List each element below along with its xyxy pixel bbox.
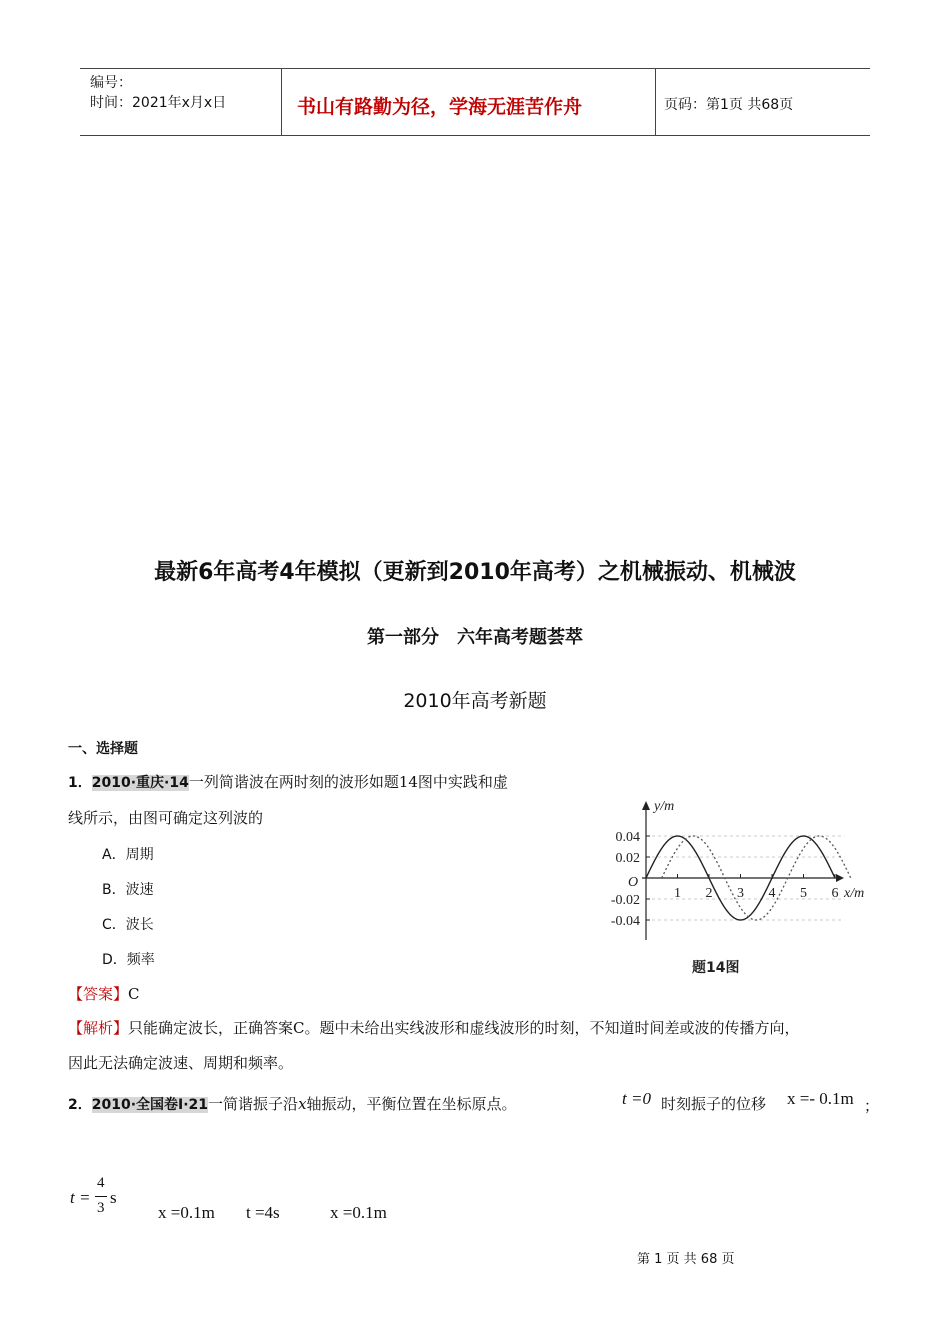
q1-option-d: D．频率: [102, 952, 155, 968]
q2-eq4: t =4s: [246, 1203, 280, 1222]
header-time-label: 时间：2021年x月x日: [90, 95, 227, 111]
q2-frac-bar: [95, 1196, 107, 1197]
q1-answer-tag: 【答案】: [68, 985, 129, 1003]
y-axis-arrow: [642, 801, 650, 810]
y-tick-label-3: -0.04: [610, 914, 640, 929]
q1-line1: [68, 772, 508, 793]
x-tick-label-3: 4: [768, 886, 776, 901]
q2-frac-unit: s: [110, 1188, 117, 1207]
y-tick-label-2: -0.02: [610, 893, 640, 908]
q2-text-a: 一简谐振子沿: [208, 1095, 299, 1113]
header-bottom-rule: [80, 135, 870, 136]
q2-eq3: x =0.1m: [158, 1203, 215, 1222]
header-divider-2: [655, 68, 656, 136]
q2-number: 2．: [68, 1097, 92, 1113]
q1-analysis-tag: 【解析】: [68, 1019, 129, 1037]
header-page-info: 页码：第1页 共68页: [664, 97, 794, 113]
q1-option-a: A．周期: [102, 847, 154, 863]
x-tick-label-5: 6: [831, 886, 839, 901]
q2-frac-num: 4: [97, 1175, 105, 1191]
y-tick-label-1: 0.02: [615, 851, 640, 866]
page-footer: 第 1 页 共 68 页: [637, 1252, 735, 1267]
q2-frac-den: 3: [97, 1200, 105, 1216]
part-title: 第一部分 六年高考题荟萃: [367, 627, 583, 648]
wave-figure: [596, 790, 880, 980]
section-heading: 一、选择题: [68, 741, 138, 757]
q2-text-b: 轴振动，平衡位置在坐标原点。: [306, 1095, 517, 1113]
header-divider-1: [281, 68, 282, 136]
q1-text-line1: 一列简谐波在两时刻的波形如题14图中实践和虚: [188, 773, 508, 791]
q2-text-d: ；: [864, 1097, 880, 1115]
header-top-rule: [80, 68, 870, 69]
q1-source: 2010·重庆·14: [91, 775, 189, 791]
figure-caption: 题14图: [692, 960, 740, 976]
x-tick-label-1: 2: [705, 886, 713, 901]
q2-text-c: 时刻振子的位移: [661, 1095, 767, 1113]
q2-text-var: x: [298, 1095, 307, 1113]
q2-source: 2010·全国卷Ⅰ·21: [91, 1097, 209, 1113]
q2-line1: [68, 1093, 517, 1116]
q1-option-c: C．波长: [102, 917, 154, 933]
q2-eq1: t =0: [622, 1089, 651, 1108]
header-code-label: 编号：: [90, 75, 132, 91]
origin-label: O: [628, 875, 639, 890]
q1-answer: C: [128, 985, 140, 1003]
x-tick-label-2: 3: [737, 886, 744, 901]
q1-analysis-text: 只能确定波长，正确答案C。题中未给出实线波形和虚线波形的时刻，不知道时间差或波的传播方向，: [128, 1019, 800, 1037]
x-tick-label-0: 1: [674, 886, 681, 901]
q1-analysis-line1: [68, 1018, 800, 1038]
year-title: 2010年高考新题: [403, 690, 547, 712]
q1-option-b: B．波速: [102, 882, 154, 898]
q2-eq5: x =0.1m: [330, 1203, 387, 1222]
q2-frac-lhs: t =: [70, 1188, 91, 1207]
x-tick-label-4: 5: [800, 886, 807, 901]
figure-ticks: [611, 830, 839, 929]
q1-analysis-line2: 因此无法确定波速、周期和频率。: [68, 1054, 294, 1072]
x-axis-label: x/m: [844, 886, 865, 901]
y-axis-label: y/m: [654, 799, 675, 814]
y-tick-label-0: 0.04: [615, 830, 640, 845]
q1-text-line2: 线所示，由图可确定这列波的: [68, 809, 264, 827]
header-motto: 书山有路勤为径，学海无涯苦作舟: [297, 96, 583, 118]
q1-answer-line: [68, 984, 140, 1004]
main-title: 最新6年高考4年模拟（更新到2010年高考）之机械振动、机械波: [154, 560, 796, 585]
q1-number: 1．: [68, 775, 92, 791]
q2-eq2: x =- 0.1m: [787, 1089, 854, 1108]
x-axis-arrow: [836, 874, 844, 882]
